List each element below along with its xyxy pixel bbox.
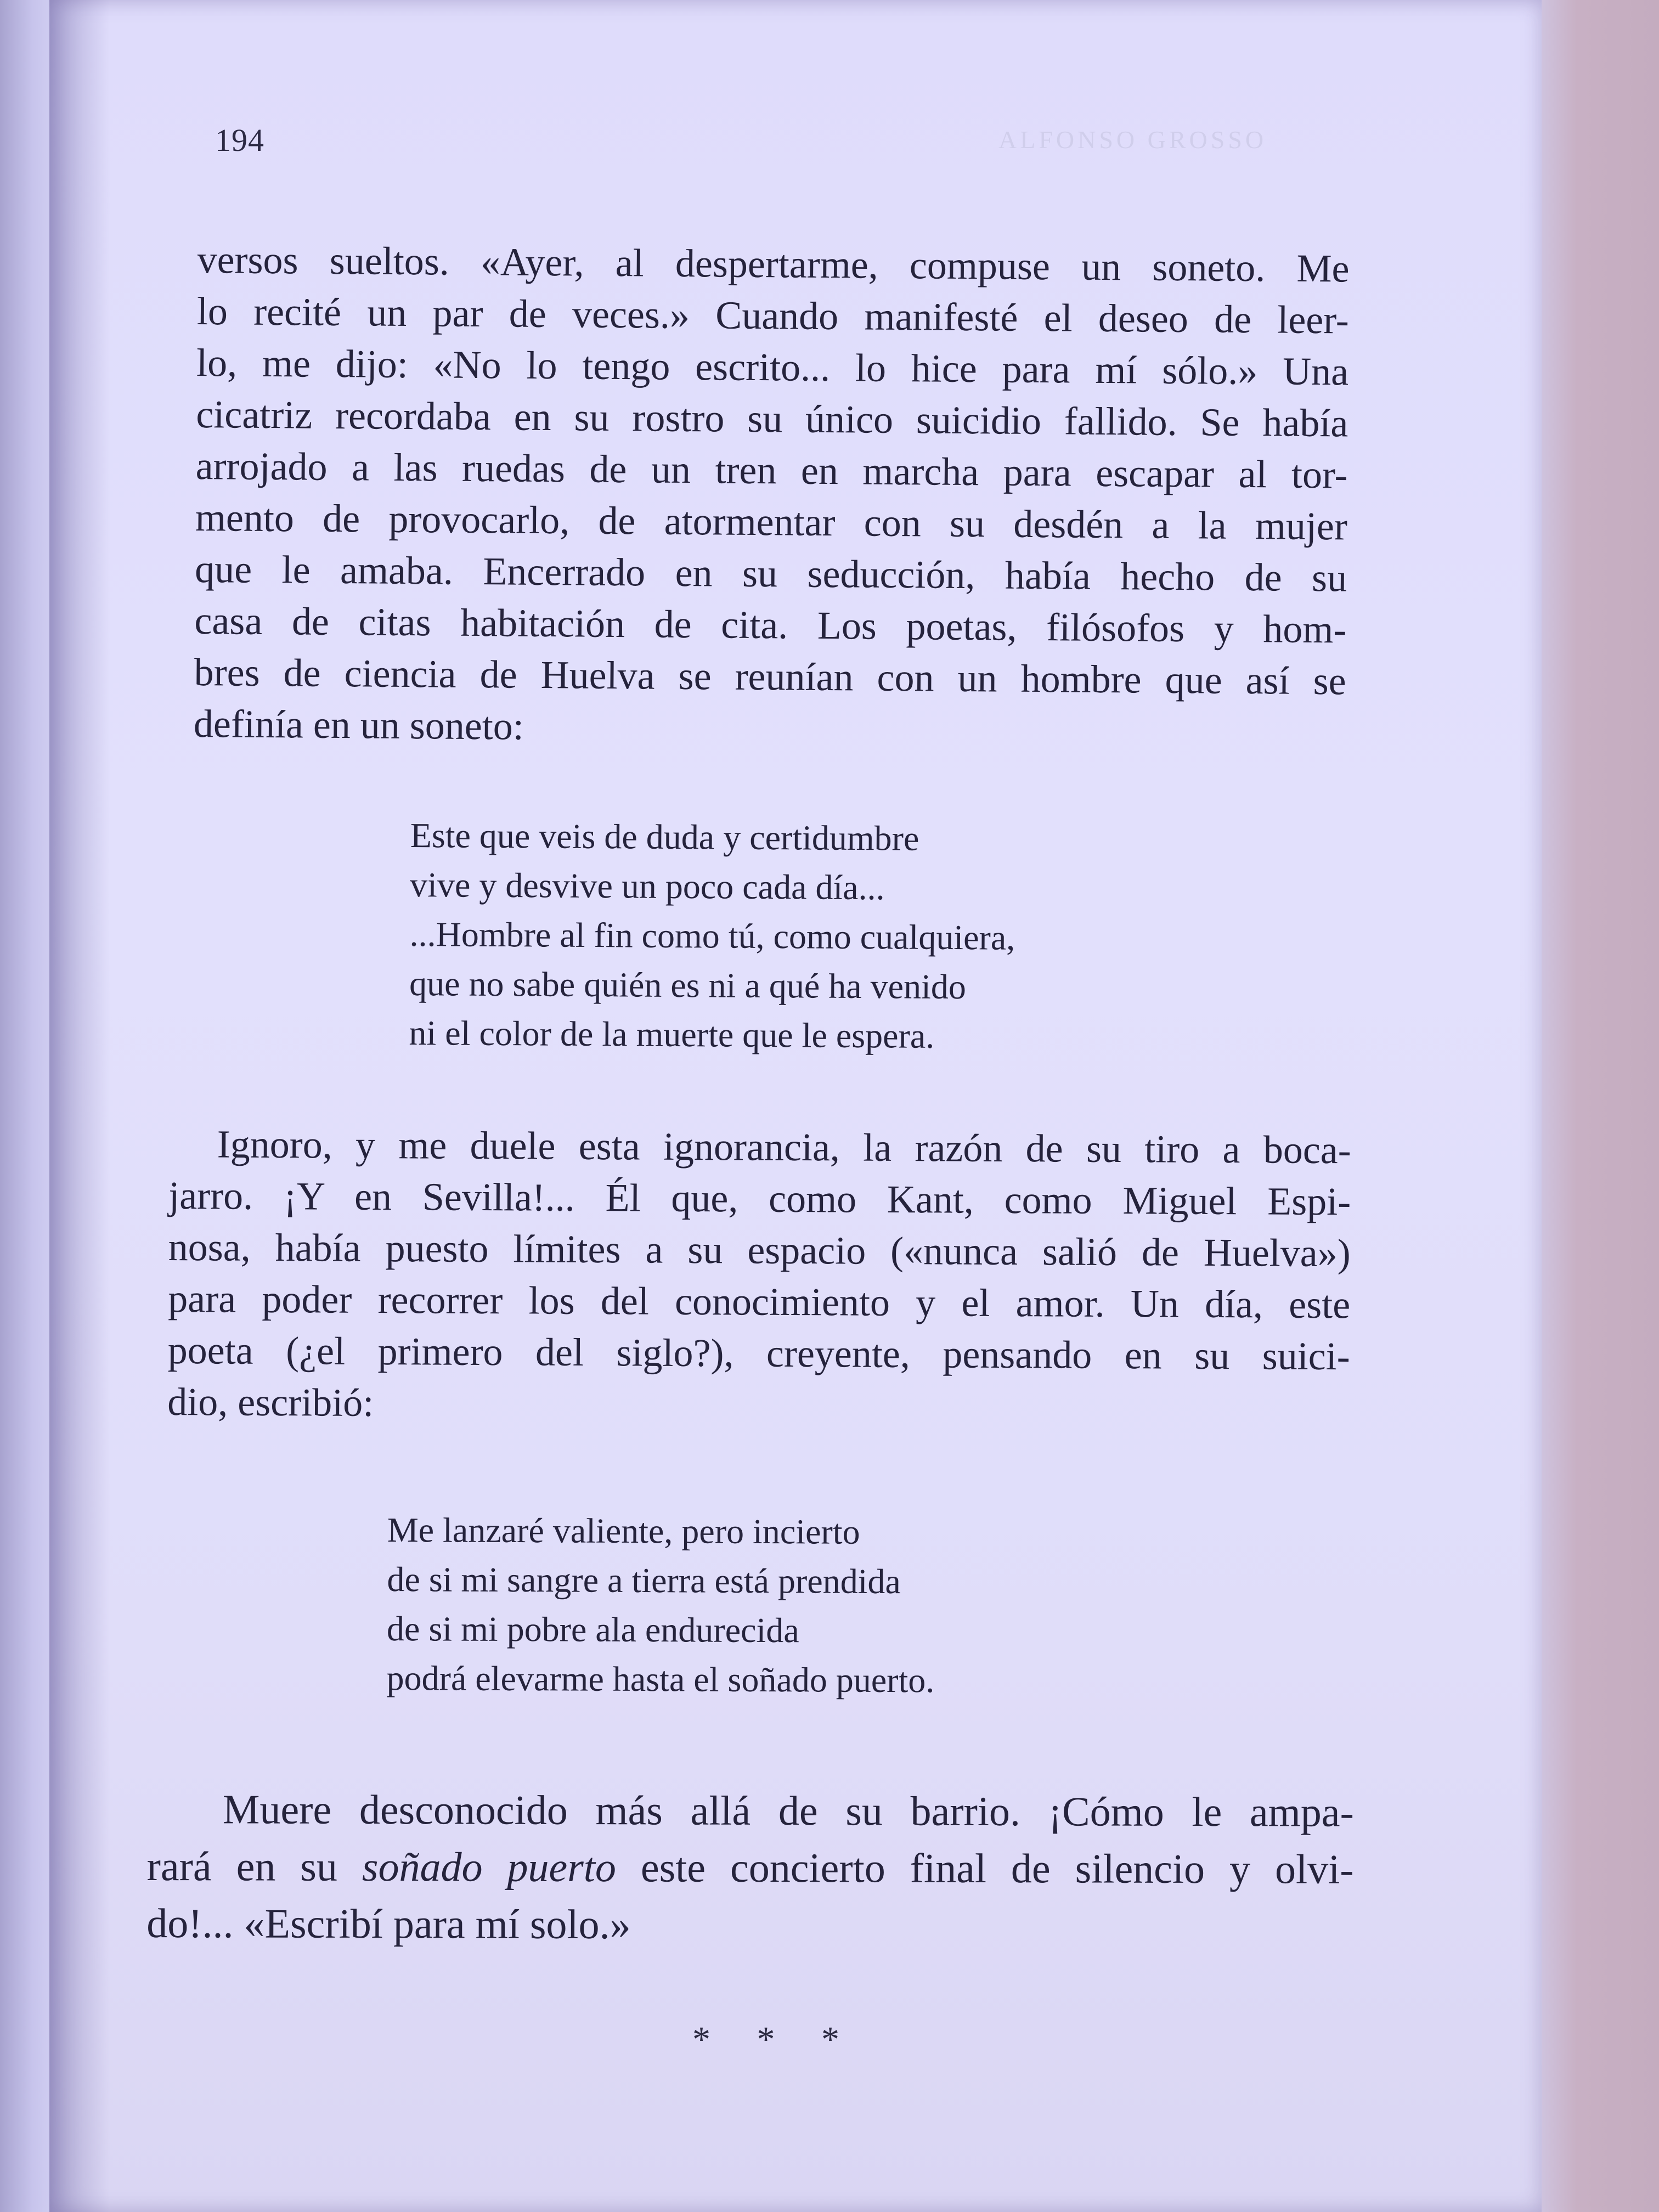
text-line: que le amaba. Encerrado en su seducción, había hecho de su — [194, 546, 1347, 600]
paragraph-2 — [167, 1118, 1351, 1434]
poem-quote-2 — [386, 1505, 935, 1705]
page-number: 194 — [215, 122, 264, 158]
text-line: arrojado a las ruedas de un tren en marcha para escapar al tor- — [195, 443, 1348, 497]
text-line: do!... «Escribí para mí solo.» — [146, 1900, 631, 1948]
verse-line: vive y desvive un poco cada día... — [409, 865, 885, 907]
text-line: nosa, había puesto límites a su espacio («nunca salió de Huelva») — [168, 1224, 1351, 1276]
text-line: definía en un soneto: — [193, 701, 524, 748]
verse-line: Este que veis de duda y certidumbre — [410, 815, 919, 858]
paragraph-1 — [194, 234, 1350, 758]
paragraph-3 — [146, 1781, 1354, 1955]
text-line: lo recité un par de veces.» Cuando manifesté el deseo de leer- — [196, 289, 1350, 342]
text-line: bres de ciencia de Huelva se reunían con un hombre que así se — [194, 650, 1346, 703]
text-line — [146, 1838, 1353, 1898]
spine-shadow — [49, 0, 110, 2212]
text-line: mento de provocarlo, de atormentar con su desdén a la mujer — [195, 495, 1348, 549]
verse-line: de si mi sangre a tierra está prendida — [387, 1559, 901, 1601]
text-segment: este concierto final de silencio y olvi- — [616, 1844, 1354, 1893]
text-line: Ignoro, y me duele esta ignorancia, la razón de su tiro a boca- — [217, 1122, 1351, 1172]
text-line: jarro. ¡Y en Sevilla!... Él que, como Kant, como Miguel Espi- — [168, 1173, 1351, 1224]
text-line: versos sueltos. «Ayer, al despertarme, compuse un soneto. Me — [197, 237, 1350, 291]
text-line: casa de citas habitación de cita. Los poetas, filósofos y hom- — [194, 598, 1347, 652]
page-edge — [1542, 0, 1659, 2212]
verse-line: ni el color de la muerte que le espera. — [409, 1013, 935, 1056]
section-separator: * * * — [692, 2019, 858, 2059]
verse-line: que no sabe quién es ni a qué ha venido — [409, 963, 967, 1007]
verse-line: ...Hombre al fin como tú, como cualquiera, — [409, 914, 1015, 957]
text-line: Muere desconocido más allá de su barrio. ¡Cómo le ampa- — [222, 1786, 1354, 1836]
text-line: lo, me dijo: «No lo tengo escrito... lo hice para mí sólo.» Una — [196, 340, 1349, 394]
italic-phrase: soñado puerto — [362, 1844, 617, 1891]
text-line: poeta (¿el primero del siglo?), creyente, pensando en su suici- — [167, 1328, 1350, 1379]
text-segment: rará en su — [146, 1843, 363, 1891]
text-line: para poder recorrer los del conocimiento y el amor. Un día, este — [168, 1276, 1351, 1327]
verse-line: podrá elevarme hasta el soñado puerto. — [386, 1658, 935, 1700]
running-head: ALFONSO GROSSO — [998, 126, 1267, 154]
text-line: cicatriz recordaba en su rostro su único suicidio fallido. Se había — [196, 392, 1348, 445]
poem-quote-1 — [409, 811, 1015, 1062]
text-line: dio, escribió: — [167, 1379, 374, 1425]
verse-line: Me lanzaré valiente, pero incierto — [387, 1510, 860, 1551]
verse-line: de si mi pobre ala endurecida — [386, 1609, 799, 1650]
